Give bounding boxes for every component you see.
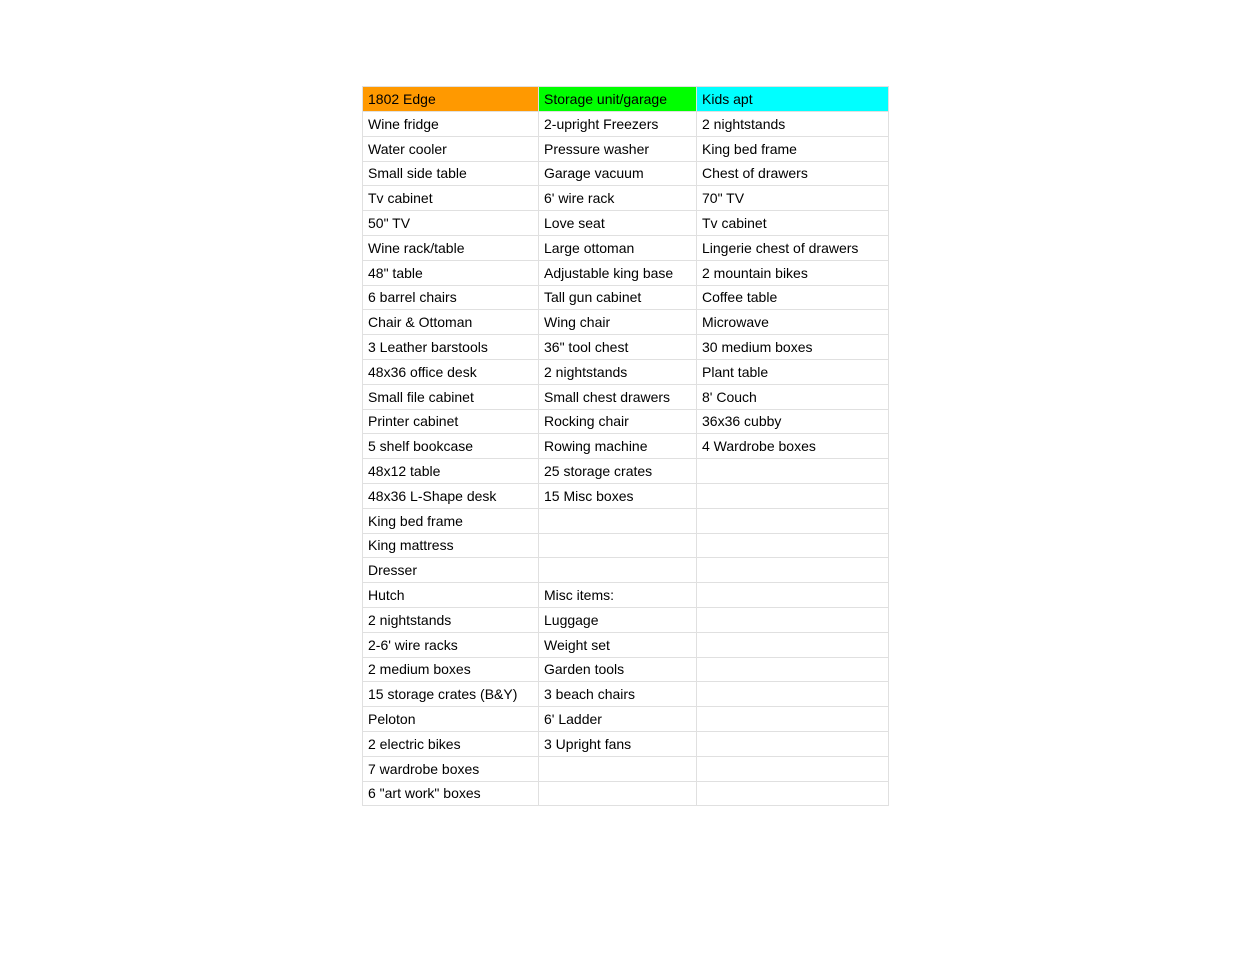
- table-row: [363, 483, 889, 508]
- table-cell[interactable]: 2 electric bikes: [363, 731, 539, 756]
- table-row: [363, 707, 889, 732]
- table-cell[interactable]: [697, 781, 889, 806]
- table-cell[interactable]: 30 medium boxes: [697, 335, 889, 360]
- table-cell[interactable]: 3 Leather barstools: [363, 335, 539, 360]
- header-cell-kids-apt[interactable]: Kids apt: [697, 87, 889, 112]
- table-cell[interactable]: [539, 781, 697, 806]
- table-row: [363, 756, 889, 781]
- table-row: [363, 384, 889, 409]
- table-row: [363, 161, 889, 186]
- table-cell[interactable]: [697, 583, 889, 608]
- table-cell[interactable]: Adjustable king base: [539, 260, 697, 285]
- table-row: [363, 607, 889, 632]
- table-cell[interactable]: 15 Misc boxes: [539, 483, 697, 508]
- table-cell[interactable]: 3 Upright fans: [539, 731, 697, 756]
- table-row: [363, 459, 889, 484]
- table-cell[interactable]: 2-6' wire racks: [363, 632, 539, 657]
- table-cell[interactable]: 7 wardrobe boxes: [363, 756, 539, 781]
- table-cell[interactable]: Rocking chair: [539, 409, 697, 434]
- table-cell[interactable]: Wine fridge: [363, 112, 539, 137]
- table-cell[interactable]: [539, 508, 697, 533]
- table-cell[interactable]: [697, 607, 889, 632]
- table-row: [363, 731, 889, 756]
- table-cell[interactable]: 50" TV: [363, 211, 539, 236]
- table-row: [363, 533, 889, 558]
- table-body: [363, 112, 889, 806]
- table-cell[interactable]: 6' wire rack: [539, 186, 697, 211]
- table-row: [363, 508, 889, 533]
- table-cell[interactable]: Garden tools: [539, 657, 697, 682]
- table-cell[interactable]: [697, 707, 889, 732]
- table-cell[interactable]: Small side table: [363, 161, 539, 186]
- table-row: [363, 409, 889, 434]
- table-row: [363, 310, 889, 335]
- table-cell[interactable]: 48x36 L-Shape desk: [363, 483, 539, 508]
- table-cell[interactable]: Tv cabinet: [363, 186, 539, 211]
- table-cell[interactable]: [697, 756, 889, 781]
- table-cell[interactable]: Tv cabinet: [697, 211, 889, 236]
- table-cell[interactable]: [697, 657, 889, 682]
- table-cell[interactable]: 36x36 cubby: [697, 409, 889, 434]
- table-cell[interactable]: King bed frame: [363, 508, 539, 533]
- table-cell[interactable]: Printer cabinet: [363, 409, 539, 434]
- table-cell[interactable]: Chair & Ottoman: [363, 310, 539, 335]
- table-cell[interactable]: 2-upright Freezers: [539, 112, 697, 137]
- table-row: [363, 136, 889, 161]
- table-cell[interactable]: 3 beach chairs: [539, 682, 697, 707]
- table-row: [363, 632, 889, 657]
- table-cell[interactable]: Peloton: [363, 707, 539, 732]
- table-cell[interactable]: 25 storage crates: [539, 459, 697, 484]
- table-cell[interactable]: Love seat: [539, 211, 697, 236]
- table-cell[interactable]: [697, 558, 889, 583]
- table-cell[interactable]: 48x36 office desk: [363, 359, 539, 384]
- table-cell[interactable]: 6' Ladder: [539, 707, 697, 732]
- table-cell[interactable]: Dresser: [363, 558, 539, 583]
- table-row: [363, 359, 889, 384]
- table-row: [363, 112, 889, 137]
- table-cell[interactable]: [697, 632, 889, 657]
- table-cell[interactable]: Lingerie chest of drawers: [697, 235, 889, 260]
- spreadsheet-area: [362, 86, 889, 806]
- table-cell[interactable]: 2 nightstands: [363, 607, 539, 632]
- inventory-table: [362, 86, 889, 806]
- table-row: [363, 781, 889, 806]
- table-cell[interactable]: Luggage: [539, 607, 697, 632]
- table-cell[interactable]: [697, 459, 889, 484]
- table-cell[interactable]: 6 barrel chairs: [363, 285, 539, 310]
- table-cell[interactable]: Plant table: [697, 359, 889, 384]
- table-cell[interactable]: 4 Wardrobe boxes: [697, 434, 889, 459]
- table-cell[interactable]: Hutch: [363, 583, 539, 608]
- table-row: [363, 285, 889, 310]
- table-row: [363, 558, 889, 583]
- table-cell[interactable]: 15 storage crates (B&Y): [363, 682, 539, 707]
- table-cell[interactable]: 2 nightstands: [697, 112, 889, 137]
- table-cell[interactable]: Garage vacuum: [539, 161, 697, 186]
- table-cell[interactable]: 48x12 table: [363, 459, 539, 484]
- table-cell[interactable]: Coffee table: [697, 285, 889, 310]
- table-cell[interactable]: 6 "art work" boxes: [363, 781, 539, 806]
- table-cell[interactable]: 2 mountain bikes: [697, 260, 889, 285]
- header-row: [363, 87, 889, 112]
- table-row: [363, 235, 889, 260]
- table-cell[interactable]: Small chest drawers: [539, 384, 697, 409]
- table-cell[interactable]: 8' Couch: [697, 384, 889, 409]
- table-cell[interactable]: 5 shelf bookcase: [363, 434, 539, 459]
- table-row: [363, 211, 889, 236]
- table-cell[interactable]: Small file cabinet: [363, 384, 539, 409]
- table-cell[interactable]: Misc items:: [539, 583, 697, 608]
- table-cell[interactable]: Pressure washer: [539, 136, 697, 161]
- table-cell[interactable]: Water cooler: [363, 136, 539, 161]
- table-cell[interactable]: 70" TV: [697, 186, 889, 211]
- table-cell[interactable]: Wine rack/table: [363, 235, 539, 260]
- table-cell[interactable]: [697, 533, 889, 558]
- table-cell[interactable]: King mattress: [363, 533, 539, 558]
- table-cell[interactable]: Tall gun cabinet: [539, 285, 697, 310]
- table-cell[interactable]: Chest of drawers: [697, 161, 889, 186]
- table-row: [363, 260, 889, 285]
- table-cell[interactable]: 48" table: [363, 260, 539, 285]
- table-row: [363, 434, 889, 459]
- table-cell[interactable]: [539, 756, 697, 781]
- table-cell[interactable]: [539, 533, 697, 558]
- header-cell-storage-unit-garage[interactable]: Storage unit/garage: [539, 87, 697, 112]
- table-row: [363, 335, 889, 360]
- table-cell[interactable]: [539, 558, 697, 583]
- table-cell[interactable]: Microwave: [697, 310, 889, 335]
- table-cell[interactable]: [697, 483, 889, 508]
- table-cell[interactable]: 2 medium boxes: [363, 657, 539, 682]
- table-row: [363, 186, 889, 211]
- table-cell[interactable]: [697, 731, 889, 756]
- table-cell[interactable]: 36" tool chest: [539, 335, 697, 360]
- table-row: [363, 682, 889, 707]
- header-cell-1802-edge[interactable]: 1802 Edge: [363, 87, 539, 112]
- table-cell[interactable]: [697, 508, 889, 533]
- table-cell[interactable]: Large ottoman: [539, 235, 697, 260]
- table-cell[interactable]: [697, 682, 889, 707]
- table-cell[interactable]: King bed frame: [697, 136, 889, 161]
- table-cell[interactable]: 2 nightstands: [539, 359, 697, 384]
- table-row: [363, 657, 889, 682]
- table-cell[interactable]: Wing chair: [539, 310, 697, 335]
- table-cell[interactable]: Rowing machine: [539, 434, 697, 459]
- table-cell[interactable]: Weight set: [539, 632, 697, 657]
- table-row: [363, 583, 889, 608]
